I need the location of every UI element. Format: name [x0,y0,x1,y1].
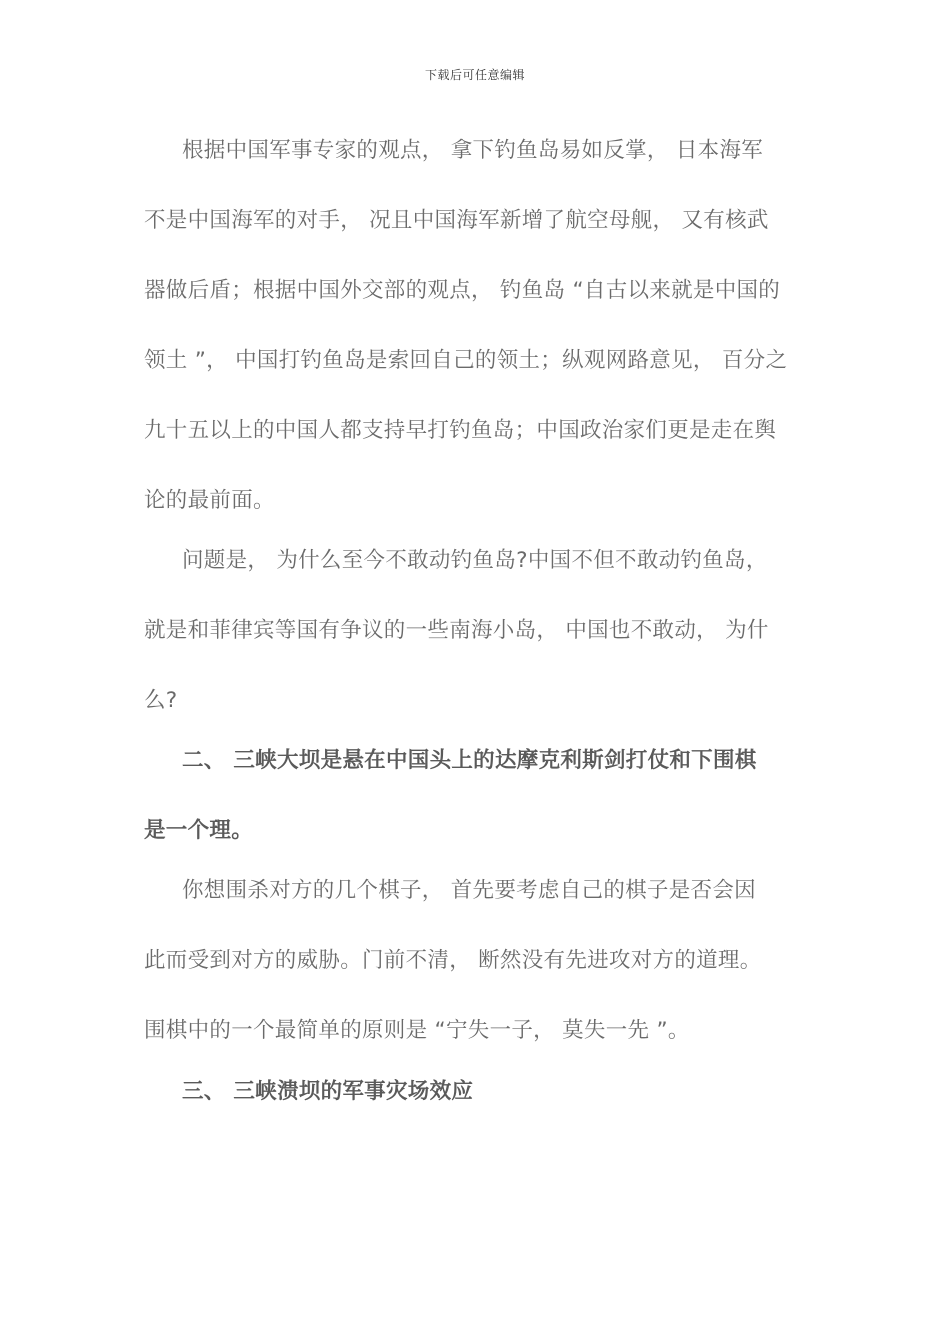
text-line: 论的最前面。 [144,488,275,513]
text-line: 器做后盾；根据中国外交部的观点， 钓鱼岛 “自古以来就是中国的 [144,278,781,303]
paragraph-1 [144,136,806,556]
text-line: 围棋中的一个最简单的原则是 “宁失一子， 莫失一先 ”。 [144,1018,690,1043]
heading-line: 二、 三峡大坝是悬在中国头上的达摩克利斯剑打仗和下围棋 [182,748,757,773]
text-line: 领土 ”， 中国打钓鱼岛是索回自己的领土；纵观网路意见， 百分之 [144,348,788,373]
text-line: 不是中国海军的对手， 况且中国海军新增了航空母舰， 又有核武 [144,208,769,233]
section-heading-3 [144,1077,806,1147]
paragraph-3 [144,876,806,1086]
text-line: 九十五以上的中国人都支持早打钓鱼岛；中国政治家们更是走在舆 [144,418,777,443]
text-line: 你想围杀对方的几个棋子， 首先要考虑自己的棋子是否会因 [182,878,756,903]
text-line: 么? [144,688,178,713]
heading-line: 是一个理。 [144,818,254,843]
text-line: 根据中国军事专家的观点， 拿下钓鱼岛易如反掌， 日本海军 [182,138,764,163]
text-line: 此而受到对方的威胁。门前不清， 断然没有先进攻对方的道理。 [144,948,762,973]
section-heading-2 [144,746,806,886]
text-line: 问题是， 为什么至今不敢动钓鱼岛?中国不但不敢动钓鱼岛， [182,548,768,573]
paragraph-2 [144,546,806,756]
header-note: 下载后可任意编辑 [424,68,525,82]
heading-line: 三、 三峡溃坝的军事灾场效应 [182,1079,474,1104]
text-line: 就是和菲律宾等国有争议的一些南海小岛， 中国也不敢动， 为什 [144,618,769,643]
